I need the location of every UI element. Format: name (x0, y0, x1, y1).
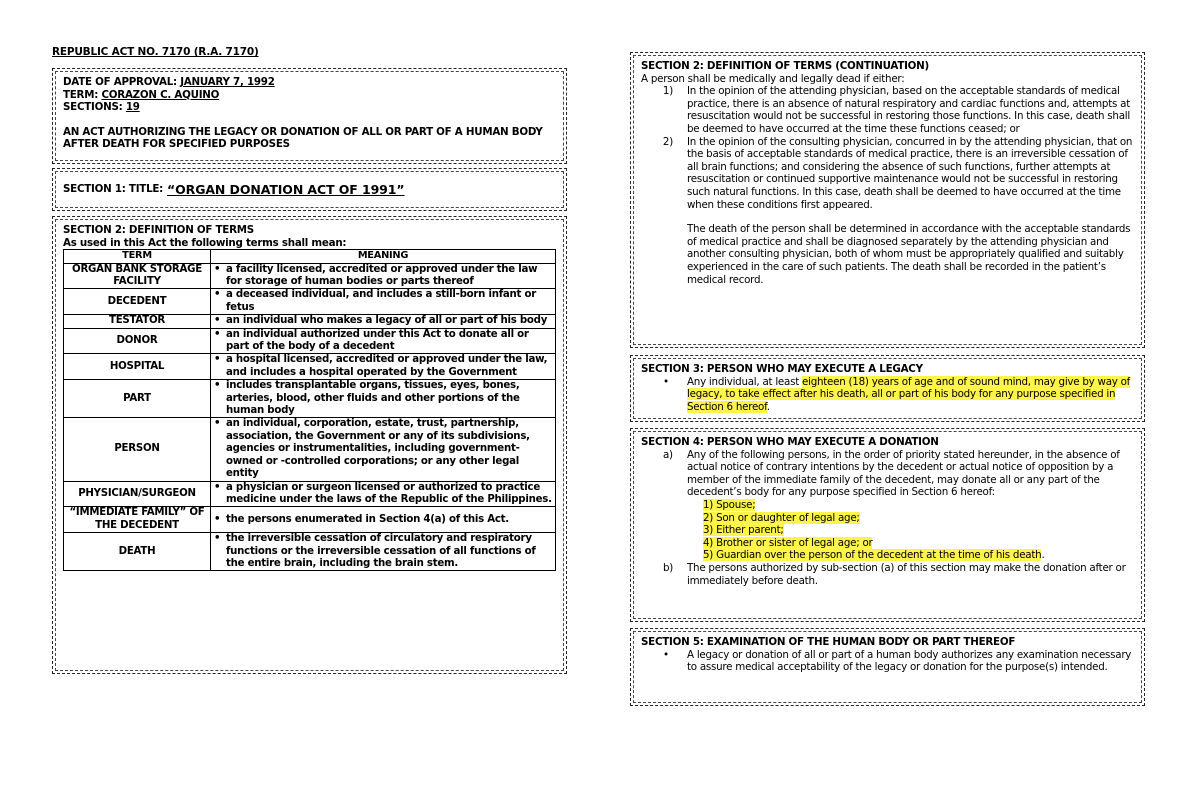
bullet-icon: • (214, 533, 221, 545)
priority-item-end: . (1041, 549, 1045, 562)
death-criteria-item (641, 85, 1134, 135)
approval-info-box (52, 68, 567, 164)
term-cell: DECEDENT (64, 289, 211, 315)
list-letter: b) (663, 561, 674, 574)
term-cell: HOSPITAL (64, 354, 211, 380)
meaning-cell (211, 289, 556, 315)
table-header-row (64, 250, 556, 263)
term-cell: DEATH (64, 533, 211, 571)
priority-item (703, 524, 1134, 537)
meaning-bullet (214, 514, 552, 526)
meaning-cell (211, 315, 556, 328)
act-title-line-2: AFTER DEATH FOR SPECIFIED PURPOSES (63, 138, 290, 151)
bullet-icon: • (214, 289, 221, 301)
section-3-text (687, 376, 1134, 414)
section-3-bullet (641, 376, 1134, 414)
table-row (64, 354, 556, 380)
section-2-box (52, 216, 567, 674)
meaning-cell (211, 380, 556, 418)
bullet-icon: • (214, 315, 221, 327)
section-1-box (52, 168, 567, 211)
priority-item-text: 1) Spouse; (703, 498, 756, 511)
list-item-text: In the opinion of the consulting physician, concurred in by the attending physician, that on the basis of acceptable standards of medical practice, there is an irreversible cessation of all brain functions; and considering the absence of such functions, further attempts at resuscitation or continued supportive maintenance would not be successful in restoring such natural functions. In this case, death shall be deemed to have occurred at the time when these conditions first appeared. (687, 135, 1133, 211)
section-5-bullet (641, 649, 1134, 674)
section-3-highlighted-text: eighteen (18) years of age and of sound mind, may give by way of legacy, to take effect after his death, all or part of his body for any purpose specified in Section 6 hereof (687, 375, 1131, 413)
table-row (64, 481, 556, 507)
meaning-text: an individual, corporation, estate, trust, partnership, association, the Government or any of its subdivisions, agencies or instrumentalities, including government-owned or -controlled corporations; or any other legal entity (226, 418, 530, 480)
section-1-title: “ORGAN DONATION ACT OF 1991” (167, 182, 405, 197)
bullet-icon: • (214, 418, 221, 430)
meaning-text: the irreversible cessation of circulatory and respiratory functions or the irreversible cessation of all functions of the entire brain, including the brain stem. (226, 533, 536, 569)
priority-item (703, 537, 1134, 550)
meaning-bullet (214, 380, 552, 417)
section-5-box (630, 628, 1145, 706)
table-row (64, 315, 556, 328)
meaning-cell (211, 507, 556, 533)
list-number: 1) (662, 85, 673, 98)
meaning-text: an individual who makes a legacy of all or part of his body (226, 315, 548, 327)
bullet-icon: • (214, 354, 221, 366)
sections-line (63, 101, 556, 114)
table-row (64, 263, 556, 289)
table-row (64, 380, 556, 418)
approval-date-line (63, 76, 556, 89)
meaning-bullet (214, 329, 552, 354)
death-criteria-item (641, 136, 1134, 212)
meaning-text: a physician or surgeon licensed or authorized to practice medicine under the laws of the Republic of the Philippines. (226, 481, 552, 505)
section-1-label: SECTION 1: TITLE: (63, 183, 164, 196)
meaning-bullet (214, 533, 552, 570)
bullet-icon: • (214, 328, 221, 340)
sections-value: 19 (125, 101, 140, 114)
table-row (64, 418, 556, 481)
priority-item-text: 5) Guardian over the person of the decedent at the time of his death (703, 549, 1042, 562)
term-cell: DONOR (64, 328, 211, 354)
priority-item-text: 4) Brother or sister of legal age; or (703, 536, 873, 549)
section-2-cont-heading: SECTION 2: DEFINITION OF TERMS (CONTINUATION) (641, 60, 929, 72)
sections-label: SECTIONS: (63, 101, 123, 114)
section-3-text-start: Any individual, at least (687, 375, 803, 388)
meaning-bullet (214, 418, 552, 480)
section-2-intro: As used in this Act the following terms shall mean: (63, 236, 347, 249)
priority-list (641, 499, 1134, 562)
term-cell: PART (64, 380, 211, 418)
table-row (64, 533, 556, 571)
meaning-text: the persons enumerated in Section 4(a) of this Act. (226, 513, 509, 525)
section-5-text: A legacy or donation of all or part of a human body authorizes any examination necessary to assure medical acceptability of the legacy or donation for the purpose(s) intended. (687, 648, 1132, 674)
act-title-line-1: AN ACT AUTHORIZING THE LEGACY OR DONATION OF ALL OR PART OF A HUMAN BODY (63, 125, 543, 138)
term-cell: ORGAN BANK STORAGE FACILITY (64, 263, 211, 289)
term-value: CORAZON C. AQUINO (101, 88, 220, 101)
meaning-bullet (214, 354, 552, 379)
list-number: 2) (662, 135, 673, 148)
meaning-cell (211, 263, 556, 289)
section-5-heading: SECTION 5: EXAMINATION OF THE HUMAN BODY OR PART THEREOF (641, 636, 1016, 648)
meaning-text: an individual authorized under this Act to donate all or part of the body of a decedent (226, 328, 529, 353)
section-3-heading: SECTION 3: PERSON WHO MAY EXECUTE A LEGACY (641, 363, 923, 375)
bullet-icon: • (663, 648, 669, 661)
meaning-bullet (214, 315, 552, 327)
meaning-text: includes transplantable organs, tissues, eyes, bones, arteries, blood, other fluids and other portions of the human body (226, 380, 520, 417)
term-cell: “IMMEDIATE FAMILY” OF THE DECEDENT (64, 507, 211, 533)
approval-date-label: DATE OF APPROVAL: (63, 76, 177, 88)
priority-item-text: 3) Either parent; (703, 524, 784, 537)
section-2-heading: SECTION 2: DEFINITION OF TERMS (63, 224, 254, 236)
meaning-text: a deceased individual, and includes a still-born infant or fetus (226, 289, 536, 313)
section-2-cont-intro: A person shall be medically and legally dead if either: (641, 72, 905, 85)
table-row (64, 507, 556, 533)
death-criteria-list (641, 85, 1134, 211)
section-4-item-b (641, 562, 1134, 587)
bullet-icon: • (663, 375, 669, 388)
meaning-cell (211, 354, 556, 380)
meaning-cell (211, 328, 556, 354)
meaning-bullet (214, 264, 552, 289)
section-4-item-a (641, 449, 1134, 499)
list-letter: a) (663, 448, 673, 461)
term-cell: PERSON (64, 418, 211, 481)
priority-item (703, 549, 1134, 562)
meaning-bullet (214, 482, 552, 507)
meaning-cell (211, 533, 556, 571)
section-4-a-text: Any of the following persons, in the order of priority stated hereunder, in the absence of actual notice of contrary intentions by the decedent or actual notice of opposition by a member of the immediate family of the decedent, may donate all or any part of the decedent’s body for any purpose specified in Section 6 hereof: (687, 448, 1120, 499)
section-4-b-text: The persons authorized by sub-section (a) of this section may make the donation after or immediately before death. (687, 561, 1126, 587)
meaning-cell (211, 418, 556, 481)
term-label: TERM: (63, 88, 99, 101)
document-title: REPUBLIC ACT NO. 7170 (R.A. 7170) (52, 46, 259, 58)
bullet-icon: • (214, 481, 221, 493)
section-4-box (630, 428, 1145, 622)
bullet-icon: • (214, 380, 221, 392)
priority-item (703, 512, 1134, 525)
term-cell: PHYSICIAN/SURGEON (64, 481, 211, 507)
section-3-text-end: . (766, 400, 770, 413)
section-4-heading: SECTION 4: PERSON WHO MAY EXECUTE A DONATION (641, 436, 939, 448)
priority-item-text: 2) Son or daughter of legal age; (703, 511, 860, 524)
section-2-continuation-box (630, 52, 1145, 348)
table-row (64, 328, 556, 354)
bullet-icon: • (214, 263, 221, 275)
column-header-meaning: MEANING (211, 250, 556, 263)
table-row (64, 289, 556, 315)
section-3-box (630, 355, 1145, 422)
term-line (63, 89, 556, 102)
priority-item (703, 499, 1134, 512)
column-header-term: TERM (64, 250, 211, 263)
meaning-cell (211, 481, 556, 507)
bullet-icon: • (214, 513, 221, 525)
definitions-table (63, 249, 556, 571)
death-determination-paragraph: The death of the person shall be determined in accordance with the acceptable standards of medical practice and shall be diagnosed separately by the attending physician and another consulting physician, both of whom must be appropriately qualified and suitably experienced in the care of such patients. The death shall be recorded in the patient’s medical record. (687, 223, 1131, 286)
meaning-text: a hospital licensed, accredited or approved under the law, and includes a hospital operated by the Government (226, 354, 548, 378)
term-cell: TESTATOR (64, 315, 211, 328)
meaning-text: a facility licensed, accredited or approved under the law for storage of human bodies or parts thereof (226, 263, 538, 287)
approval-date-value: JANUARY 7, 1992 (180, 76, 275, 88)
meaning-bullet (214, 289, 552, 314)
list-item-text: In the opinion of the attending physician, based on the acceptable standards of medical practice, there is an absence of natural respiratory and cardiac functions and, attempts at resuscitation would not be successful in restoring those functions. In this case, death shall be deemed to have occurred at the time these functions ceased; or (687, 85, 1130, 135)
